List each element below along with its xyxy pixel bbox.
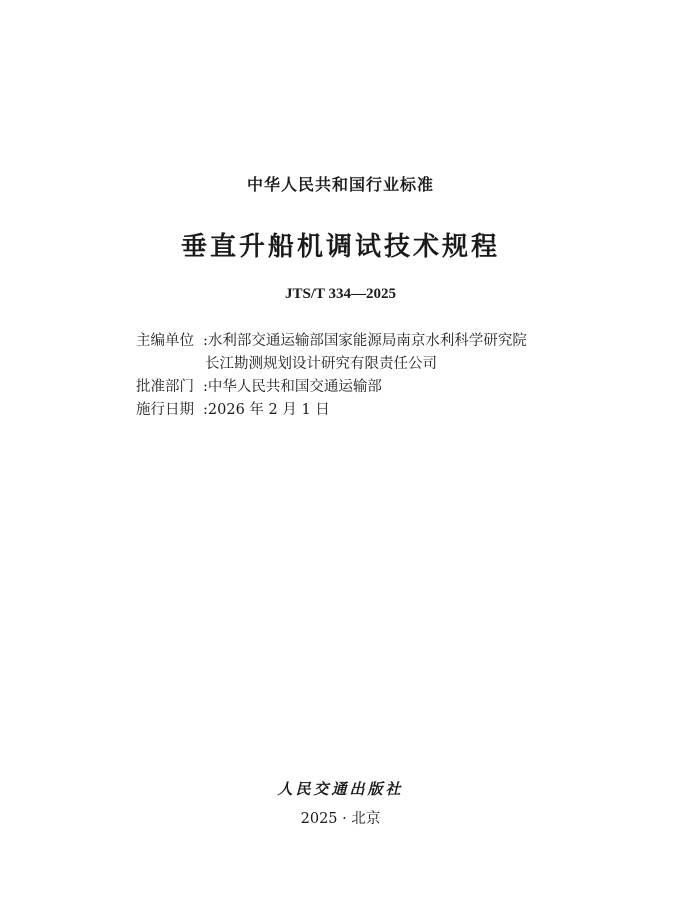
editors-line-1: 水利部交通运输部国家能源局南京水利科学研究院 bbox=[207, 333, 527, 349]
editors-line-2: 长江勘测规划设计研究有限责任公司 bbox=[205, 356, 437, 372]
editors-label: 主编单位 bbox=[136, 333, 194, 349]
effective-date-separator: : bbox=[203, 402, 208, 418]
approver-row bbox=[136, 376, 527, 399]
approver-value: 中华人民共和国交通运输部 bbox=[207, 379, 382, 395]
standard-code: JTS/T 334—2025 bbox=[285, 286, 396, 302]
publication-year-place: 2025 · 北京 bbox=[300, 811, 381, 827]
info-block bbox=[136, 330, 527, 422]
effective-date-row bbox=[136, 399, 527, 422]
publisher-name: 人民交通出版社 bbox=[277, 780, 404, 798]
effective-date-value: 2026 年 2 月 1 日 bbox=[207, 402, 330, 418]
editors-separator: : bbox=[203, 333, 208, 349]
approver-label: 批准部门 bbox=[136, 379, 194, 395]
approver-separator: : bbox=[203, 379, 208, 395]
document-title: 垂直升船机调试技术规程 bbox=[180, 232, 500, 262]
standard-type-heading: 中华人民共和国行业标准 bbox=[246, 175, 434, 194]
effective-date-label: 施行日期 bbox=[136, 402, 194, 418]
editors-row bbox=[136, 330, 527, 353]
